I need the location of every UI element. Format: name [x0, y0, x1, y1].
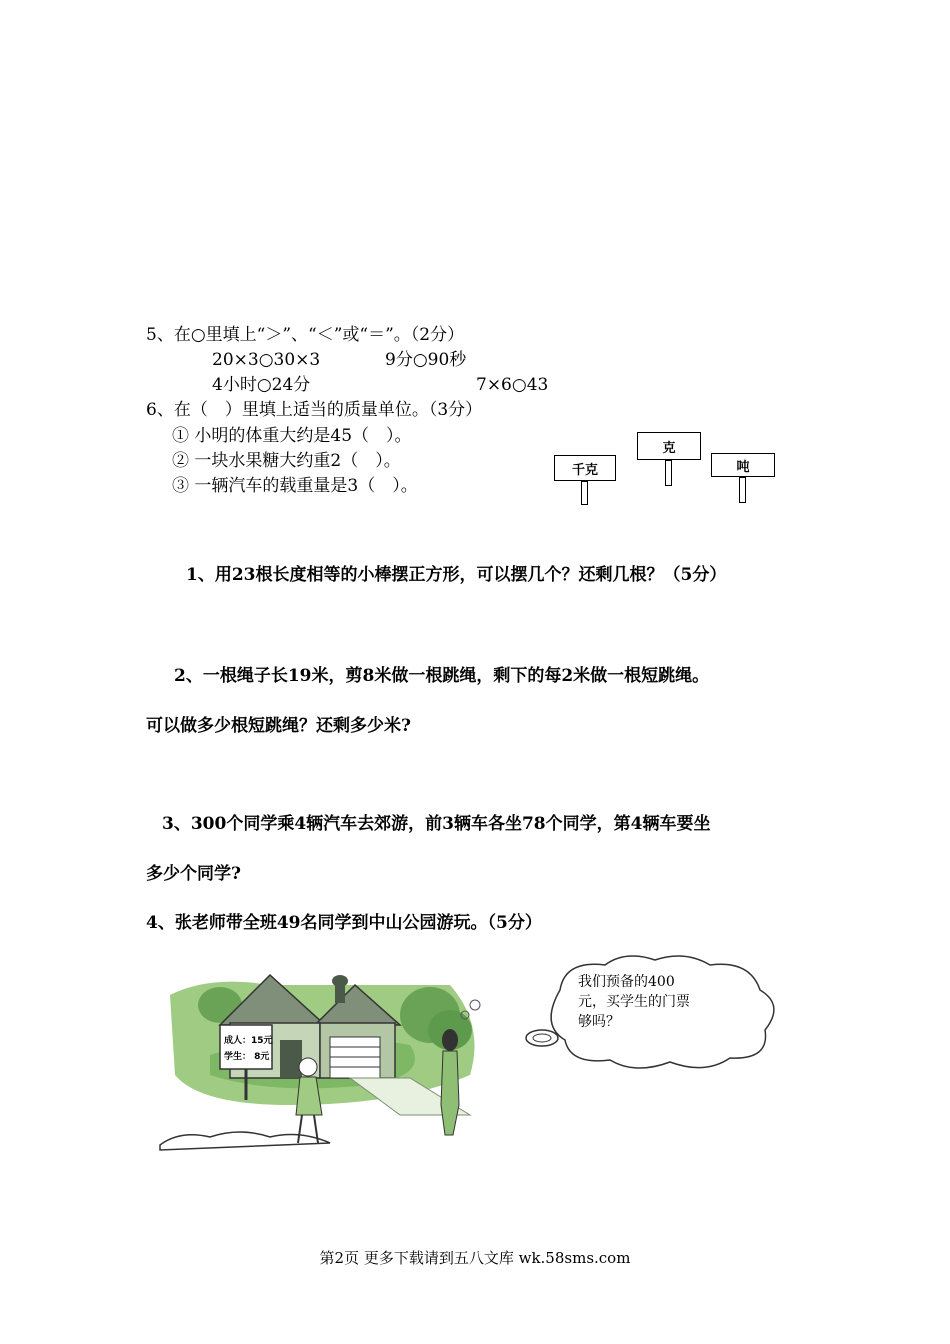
problem-2-line-2: 可以做多少根短跳绳？还剩多少米?: [146, 716, 411, 736]
price-student: 学生： 8元: [224, 1052, 270, 1062]
sign-post: [581, 481, 588, 505]
sign-gram: [637, 432, 703, 488]
park-illustration: [150, 955, 490, 1155]
q5-item-4: 7×6○43: [476, 375, 549, 395]
q6-item-2: ② 一块水果糖大约重2（ ）。: [172, 451, 401, 471]
speech-cloud: [520, 950, 790, 1075]
speech-line-1: 我们预备的400: [578, 974, 675, 990]
sign-ton-label: 吨: [711, 453, 775, 477]
q6-item-3: ③ 一辆汽车的载重量是3（ ）。: [172, 476, 418, 496]
q5-title: 5、在○里填上“＞”、“＜”或“＝”。（2分）: [146, 325, 465, 345]
speech-line-3: 够吗？: [578, 1014, 620, 1030]
q6-item-1: ① 小明的体重大约是45（ ）。: [172, 426, 412, 446]
sign-gram-label: 克: [637, 432, 701, 460]
problem-2-line-1: 2、一根绳子长19米，剪8米做一根跳绳，剩下的每2米做一根短跳绳。: [174, 666, 710, 686]
q5-item-2: 9分○90秒: [385, 350, 467, 370]
sign-post: [739, 477, 746, 503]
problem-1: 1、用23根长度相等的小棒摆正方形，可以摆几个？还剩几根？（5分）: [186, 565, 727, 585]
speech-line-2: 元，买学生的门票: [578, 994, 690, 1010]
q6-title: 6、在（ ）里填上适当的质量单位。（3分）: [146, 400, 483, 420]
page-footer: 第2页 更多下载请到五八文库 wk.58sms.com: [319, 1249, 631, 1267]
q5-item-3: 4小时○24分: [212, 375, 311, 395]
price-adult: 成人：15元: [224, 1036, 273, 1046]
problem-3-line-2: 多少个同学?: [146, 864, 241, 884]
q5-item-1: 20×3○30×3: [212, 350, 321, 370]
sign-ton: [711, 453, 777, 505]
sign-kilogram: [554, 455, 618, 509]
problem-3-line-1: 3、300个同学乘4辆汽车去郊游，前3辆车各坐78个同学，第4辆车要坐: [162, 814, 711, 834]
sign-kilogram-label: 千克: [554, 455, 616, 481]
sign-post: [665, 460, 672, 486]
problem-4: 4、张老师带全班49名同学到中山公园游玩。（5分）: [146, 913, 542, 933]
